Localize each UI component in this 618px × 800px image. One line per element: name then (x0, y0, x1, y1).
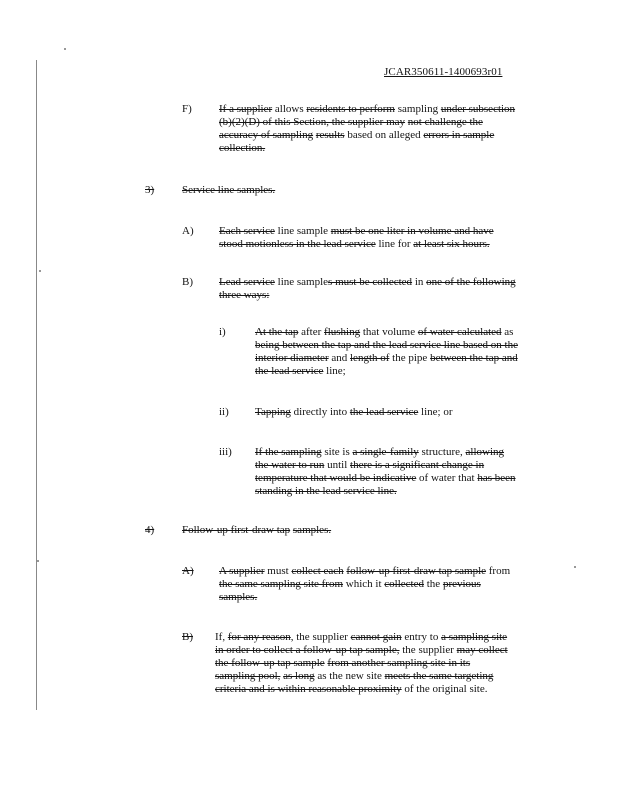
paragraph-iii (255, 446, 565, 498)
paragraph-line: in order to collect a follow-up tap sample, the supplier may collect (215, 644, 508, 656)
paragraph-line: A supplier must collect each follow-up first-draw tap sample from (219, 565, 511, 577)
paragraph-line: accuracy of sampling results based on alleged errors in sample (219, 129, 495, 141)
item-label-4: 4) (145, 524, 155, 536)
paragraph-line: If the sampling site is a single-family structure, allowing (255, 446, 505, 458)
paragraph-line: temperature that would be indicative of water that has been (255, 472, 516, 484)
item-label-iii: iii) (219, 446, 232, 458)
paragraph-i (255, 326, 565, 378)
paragraph-line: the same sampling site from which it collected the previous (219, 578, 481, 590)
item-label-f: F) (182, 103, 192, 115)
heading-follow-up-samples (182, 524, 562, 537)
paragraph-line: Lead service line samples must be collected in one of the following (219, 276, 516, 288)
paragraph-line: If a supplier allows residents to perform sampling under subsection (219, 103, 516, 115)
paragraph-line: standing in the lead service line. (255, 485, 397, 497)
paragraph-line: Tapping directly into the lead service line; or (255, 406, 453, 418)
item-label-b: B) (182, 631, 193, 643)
paragraph-line: the water to run until there is a significant change in (255, 459, 485, 471)
item-label-b: B) (182, 276, 193, 288)
paragraph-a (219, 225, 559, 251)
scan-speck (39, 270, 41, 272)
item-label-3: 3) (145, 184, 155, 196)
paragraph-line: stood motionless in the lead service line for at least six hours. (219, 238, 490, 250)
paragraph-line: samples. (219, 591, 258, 603)
heading-service-line-samples (182, 184, 562, 197)
item-label-a: A) (182, 565, 194, 577)
paragraph-line: If, for any reason, the supplier cannot gain entry to a sampling site (215, 631, 508, 643)
paragraph-line: (b)(2)(D) of this Section, the supplier may not challenge the (219, 116, 483, 128)
paragraph-line: sampling pool, as long as the new site meets the same targeting (215, 670, 494, 682)
scan-speck (574, 566, 576, 568)
paragraph-f (219, 103, 559, 155)
paragraph-4a (219, 565, 559, 604)
paragraph-line: the lead service line; (255, 365, 346, 377)
scan-speck (37, 560, 39, 562)
paragraph-line: collection. (219, 142, 266, 154)
item-label-a: A) (182, 225, 194, 237)
paragraph-b (219, 276, 559, 302)
paragraph-line: three ways: (219, 289, 270, 301)
document-id: JCAR350611-1400693r01 (384, 66, 503, 78)
paragraph-line: interior diameter and length of the pipe between the tap and (255, 352, 518, 364)
paragraph-line: the follow-up tap sample from another sampling site in its (215, 657, 471, 669)
paragraph-line: criteria and is within reasonable proximity of the original site. (215, 683, 488, 695)
paragraph-4b (215, 631, 559, 696)
binding-margin-line (36, 60, 37, 710)
paragraph-line: Service line samples. (182, 184, 276, 196)
paragraph-ii (255, 406, 565, 419)
item-label-ii: ii) (219, 406, 229, 418)
paragraph-line: being between the tap and the lead service line based on the (255, 339, 518, 351)
scan-speck (64, 48, 66, 50)
paragraph-line: At the tap after flushing that volume of water calculated as (255, 326, 514, 338)
paragraph-line: Follow-up first-draw tap samples. (182, 524, 332, 536)
paragraph-line: Each service line sample must be one liter in volume and have (219, 225, 494, 237)
item-label-i: i) (219, 326, 226, 338)
